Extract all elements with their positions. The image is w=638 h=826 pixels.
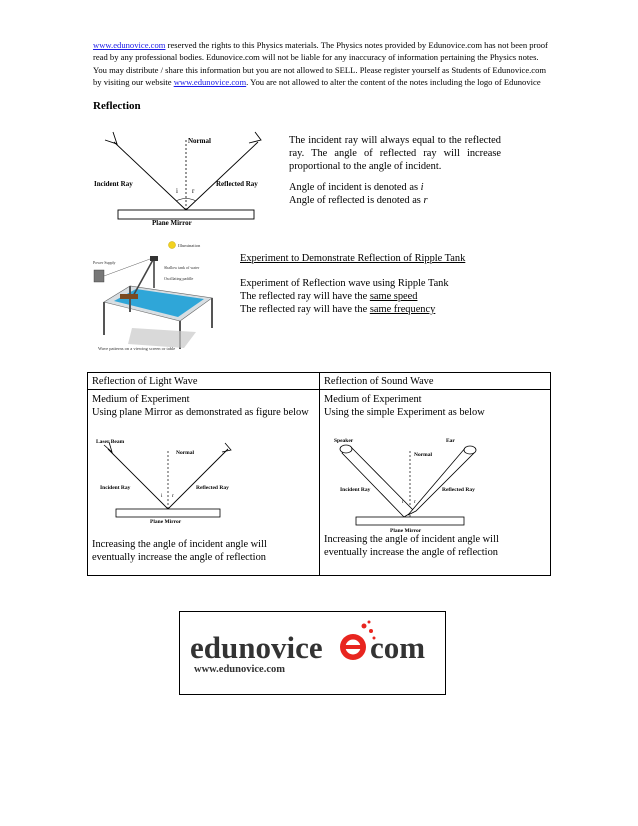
logo-com: com [370,630,426,665]
angle-i-label: i [176,187,178,195]
disclaimer-seg2: . You are not allowed to alter the content of the notes including the logo of Edunovice [246,77,541,88]
light-r-label: r [172,493,174,499]
laser-beam-label: Laser Beam [96,439,125,445]
disclaimer-text [93,39,553,89]
sound-header: Reflection of Sound Wave [324,376,434,387]
sound-i-label: i [402,499,404,505]
incident-ray-label: Incident Ray [94,180,133,188]
light-reflected-label: Reflected Ray [196,485,229,491]
sound-mirror-label: Plane Mirror [390,528,422,534]
shallow-tank-label: Shallow tank of water [164,265,200,270]
disclaimer-seg1: reserved the rights to this Physics materials. The Physics notes provided by Edunovice.com has not been proof read by any professional bodies. Edunovice.com will not be liable for any inaccuracy of information pertaining the Physics notes. You may distribute / share this information but you are not allowed to SELL. Please register yourself as Students of Edunovice.com by visiting our website [93,40,548,88]
oscillating-paddle-label: Oscillating paddle [164,276,194,281]
speaker-label: Speaker [334,438,354,444]
sound-normal-label: Normal [414,452,433,458]
sound-r-label: r [414,499,416,505]
page-heading: Reflection [93,100,141,112]
intro-paragraph: The incident ray will always equal to the reflected ray. The angle of reflected ray will increase proportional to the angle of incident. [289,135,501,173]
plane-mirror-label: Plane Mirror [152,219,192,227]
ripple-line1: Experiment of Reflection wave using Ripple Tank [240,278,449,289]
light-conclusion: Increasing the angle of incident angle will eventually increase the angle of reflection [92,539,267,564]
ripple-line3: The reflected ray will have the same frequency [240,304,436,315]
angle-r-line: Angle of reflected is denoted as r [289,195,428,206]
edunovice-link-2[interactable]: www.edunovice.com [173,77,247,88]
ripple-line2: The reflected ray will have the same speed [240,291,418,302]
logo-brand: edunovice [190,630,323,665]
light-header: Reflection of Light Wave [92,376,198,387]
edunovice-logo-box [179,611,446,695]
ear-label: Ear [446,438,455,444]
edunovice-link[interactable]: www.edunovice.com [93,40,166,50]
ripple-title: Experiment to Demonstrate Reflection of Ripple Tank [240,253,466,264]
angle-i-line: Angle of incident is denoted as i [289,182,424,193]
sound-incident-label: Incident Ray [340,487,371,493]
illumination-label: Illumination [178,243,201,248]
ripple-tank-diagram [92,240,240,352]
comparison-table [87,372,551,576]
light-reflection-diagram [94,437,244,525]
sound-medium: Medium of Experiment Using the simple Experiment as below [324,394,485,419]
power-supply-label: Power Supply [93,260,116,265]
reflection-diagram [92,126,280,226]
light-i-label: i [161,493,163,499]
logo-url: www.edunovice.com [194,664,285,675]
angle-r-label: r [192,187,195,195]
light-incident-label: Incident Ray [100,485,131,491]
normal-label: Normal [188,137,211,145]
light-medium: Medium of Experiment Using plane Mirror as demonstrated as figure below [92,394,309,419]
light-normal-label: Normal [176,450,195,456]
sound-reflection-diagram [324,435,484,534]
ripple-caption: Wave patterns on a viewing screen or table [98,346,176,351]
edunovice-logo [180,612,445,694]
reflected-ray-label: Reflected Ray [216,180,258,188]
light-mirror-label: Plane Mirror [150,519,182,525]
sound-reflected-label: Reflected Ray [442,487,475,493]
sound-conclusion: Increasing the angle of incident angle will eventually increase the angle of reflection [324,534,499,559]
